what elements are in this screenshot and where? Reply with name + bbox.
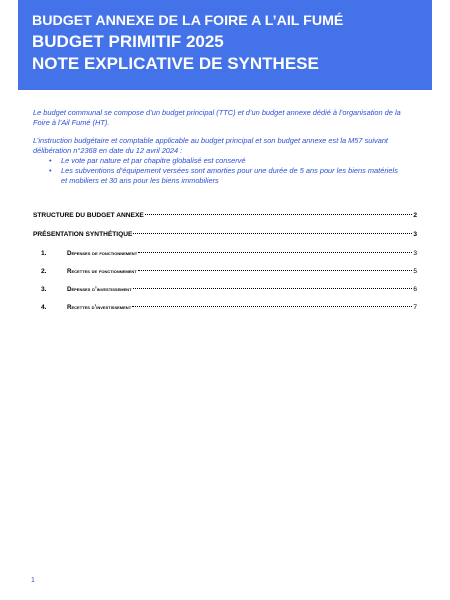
toc-subentry-number: 3. [41,286,47,293]
toc-subentry-recettes-fonctionnement[interactable] [41,268,417,275]
header-title-line2: BUDGET PRIMITIF 2025 [32,32,224,51]
header-title-line3: NOTE EXPLICATIVE DE SYNTHESE [32,54,319,73]
bullet-item [33,166,403,186]
header-title-line1: BUDGET ANNEXE DE LA FOIRE A L’AIL FUMÉ [32,13,344,29]
toc-entry-page: 3 [413,231,417,238]
toc-subentry-number: 1. [41,250,47,257]
bullet-icon: • [49,166,52,175]
toc-subentry-page: 5 [413,268,417,275]
bullet-text: Les subventions d’équipement versées sont amorties pour une durée de 5 ans pour les biens matériels et mobiliers et 30 ans pour les biens immobiliers [61,166,398,185]
toc-subentry-title: Recettes de fonctionnement [67,268,137,275]
bullet-text: Le vote par nature et par chapitre globalisé est conservé [61,156,246,165]
bullet-item [33,156,403,166]
toc-subentry-title: Dépenses de fonctionnement [67,250,138,257]
intro-paragraph-1: Le budget communal se compose d’un budget principal (TTC) et d’un budget annexe dédié à l’organisation de la Foire à l’Ail Fumé (HT). [33,108,401,127]
toc-subentry-title: Recettes d’investissement [67,304,132,311]
page-number: 1 [31,577,35,584]
document-header [18,0,432,90]
toc-entry-presentation[interactable] [33,231,417,238]
toc-subentry-number: 2. [41,268,47,275]
toc-subentry-page: 6 [413,286,417,293]
intro-paragraph-2: L’instruction budgétaire et comptable applicable au budget principal et son budget annexe est la M57 suivant délibération n°2368 en date du 12 avril 2024 : [33,136,388,155]
toc-subentry-recettes-investissement[interactable] [41,304,417,311]
toc-subentry-page: 7 [413,304,417,311]
toc-entry-title: STRUCTURE DU BUDGET ANNEXE [33,212,144,219]
bullet-icon: • [49,156,52,165]
toc-leader-dots [132,306,412,307]
toc-subentry-page: 3 [413,250,417,257]
toc-leader-dots [133,288,413,289]
intro-text [33,108,403,186]
toc-subentry-depenses-investissement[interactable] [41,286,417,293]
toc-subentry-depenses-fonctionnement[interactable] [41,250,417,257]
toc-subentry-title: Dépenses d’investissement [67,286,132,293]
toc-leader-dots [133,233,412,234]
toc-leader-dots [145,214,413,215]
toc-entry-title: PRÉSENTATION SYNTHÉTIQUE [33,231,133,238]
toc-entry-structure[interactable] [33,212,417,219]
toc-leader-dots [138,252,412,253]
toc-entry-page: 2 [413,212,417,219]
intro-bullet-list [33,156,403,186]
toc-leader-dots [138,270,413,271]
toc-subentry-number: 4. [41,304,47,311]
